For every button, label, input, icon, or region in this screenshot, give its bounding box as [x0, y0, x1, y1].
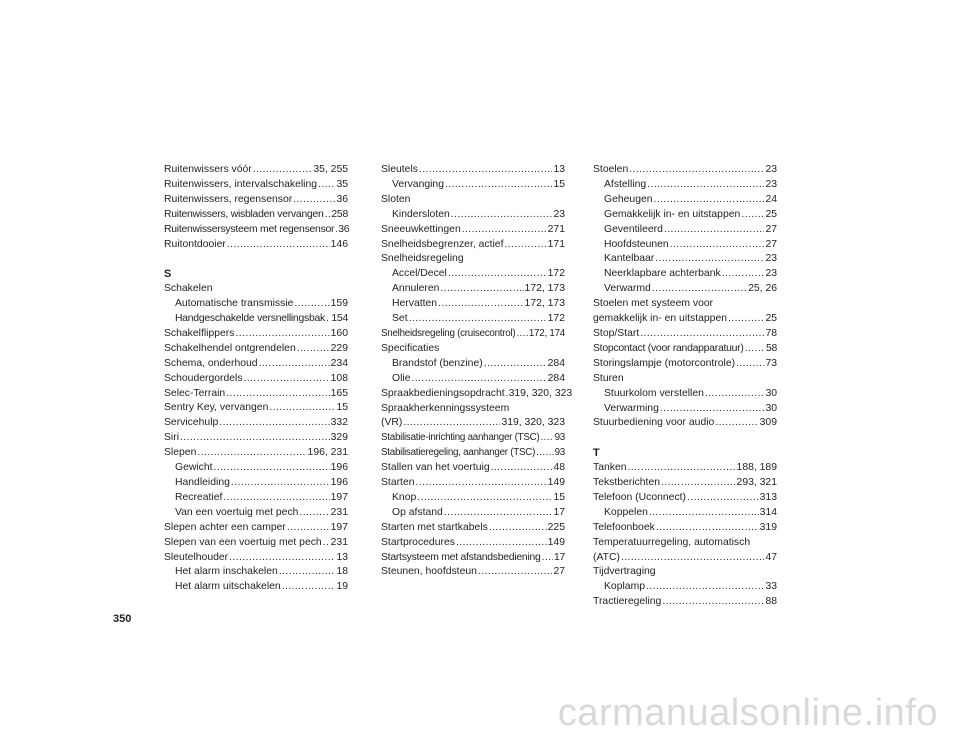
index-column-2 — [381, 163, 573, 580]
entry-term: Stallen van het voertuig — [381, 462, 490, 474]
index-subentry — [593, 506, 777, 521]
index-subentry — [381, 357, 565, 372]
index-entry — [593, 312, 777, 327]
entry-pages: 258 — [331, 208, 348, 220]
entry-term: Vervanging — [392, 178, 444, 190]
entry-term: Geheugen — [604, 193, 653, 205]
index-entry — [381, 431, 565, 446]
index-subentry — [593, 223, 777, 238]
entry-pages: 172, 173 — [524, 283, 565, 295]
index-entry — [164, 327, 348, 342]
entry-pages: 18 — [336, 566, 348, 578]
index-subentry — [381, 267, 565, 282]
index-heading: Specificaties — [381, 342, 440, 354]
index-subentry — [164, 476, 348, 491]
index-subentry — [164, 580, 348, 595]
section-letter-t: T — [593, 447, 600, 460]
entry-pages: 171 — [547, 238, 565, 250]
entry-term: Sentry Key, vervangen — [164, 402, 269, 414]
entry-term: Stuurkolom verstellen — [604, 387, 704, 399]
index-subentry — [593, 252, 777, 267]
entry-term: Het alarm inschakelen — [175, 566, 278, 578]
entry-term: Starten met startkabels — [381, 521, 488, 533]
entry-pages: 27 — [765, 223, 777, 235]
entry-term: Kindersloten — [392, 208, 450, 220]
entry-term: (VR) — [381, 417, 403, 429]
entry-term: Afstelling — [604, 178, 647, 190]
entry-term: Accel/Decel — [392, 268, 447, 280]
index-entry — [593, 521, 777, 536]
index-entry — [593, 491, 777, 506]
entry-pages: 319, 320, 323 — [508, 387, 573, 399]
entry-pages: 172 — [547, 313, 565, 325]
entry-term: Hoofdsteunen — [604, 238, 669, 250]
entry-term: Ruitenwissers vóór — [164, 164, 252, 175]
entry-term: Stopcontact (voor randapparatuur) — [593, 342, 744, 354]
entry-pages: 36 — [338, 223, 350, 235]
entry-term: Slepen — [164, 447, 197, 459]
entry-pages: 196 — [330, 477, 348, 489]
entry-term: Slepen achter een camper — [164, 521, 286, 533]
entry-term: Schoudergordels — [164, 372, 243, 384]
watermark: carmanualsonline.info — [557, 692, 938, 734]
entry-term: Selec-Terrain — [164, 387, 226, 399]
index-subentry — [381, 372, 565, 387]
index-subentry — [164, 461, 348, 476]
entry-pages: 33 — [765, 581, 777, 593]
entry-pages: 196 — [330, 462, 348, 474]
entry-term: Stoelen — [593, 164, 629, 175]
entry-pages: 24 — [765, 193, 777, 205]
index-entry — [164, 238, 348, 253]
entry-pages: 309 — [759, 417, 777, 429]
entry-term: Recreatief — [175, 491, 223, 503]
entry-pages: 25 — [765, 208, 777, 220]
index-subentry — [381, 297, 565, 312]
index-subentry — [381, 491, 565, 506]
section-letter-s: S — [164, 268, 172, 281]
entry-term: Het alarm uitschakelen — [175, 581, 281, 593]
index-entry — [593, 476, 777, 491]
entry-pages: 271 — [547, 223, 565, 235]
entry-pages: 88 — [765, 596, 777, 608]
entry-term: Neerklapbare achterbank — [604, 268, 721, 280]
entry-term: Hervatten — [392, 298, 438, 310]
entry-pages: 23 — [765, 268, 777, 280]
index-entry — [164, 357, 348, 372]
entry-pages: 172, 174 — [528, 327, 565, 339]
index-subentry — [381, 178, 565, 193]
index-subentry — [381, 312, 565, 327]
index-entry — [381, 551, 565, 566]
entry-term: Brandstof (benzine) — [392, 357, 483, 369]
index-heading: Sloten — [381, 193, 411, 205]
entry-term: Telefoon (Uconnect) — [593, 491, 686, 503]
entry-pages: 23 — [765, 178, 777, 190]
entry-term: Stabilisatieregeling, aanhanger (TSC) — [381, 447, 536, 459]
entry-pages: 319, 320, 323 — [501, 417, 565, 429]
index-entry — [164, 387, 348, 402]
entry-pages: 172, 173 — [524, 298, 565, 310]
entry-pages: 93 — [554, 447, 565, 459]
index-entry — [164, 342, 348, 357]
entry-pages: 93 — [554, 432, 565, 444]
index-subentry — [164, 297, 348, 312]
index-heading: Tijdvertraging — [593, 566, 656, 578]
entry-term: Koppelen — [604, 506, 648, 518]
entry-pages: 36 — [336, 193, 348, 205]
index-subentry — [164, 491, 348, 506]
entry-pages: 30 — [765, 387, 777, 399]
entry-term: Verwarming — [604, 402, 659, 414]
entry-pages: 197 — [330, 521, 348, 533]
entry-term: Startsysteem met afstandsbediening — [381, 551, 541, 563]
page-number: 350 — [113, 613, 132, 625]
index-subentry — [164, 506, 348, 521]
entry-term: Gewicht — [175, 462, 213, 474]
entry-term: Starten — [381, 477, 415, 489]
entry-pages: 165 — [330, 387, 348, 399]
index-subentry — [381, 208, 565, 223]
entry-pages: 188, 189 — [736, 462, 777, 474]
entry-term: Spraakbedieningsopdracht — [381, 387, 505, 399]
index-entry — [593, 163, 777, 178]
entry-term: Siri — [164, 432, 180, 444]
index-entry — [164, 193, 348, 208]
entry-pages: 19 — [336, 581, 348, 593]
entry-term: Slepen van een voertuig met pech — [164, 536, 322, 548]
index-entry — [164, 431, 348, 446]
index-entry — [381, 446, 565, 461]
entry-pages: 48 — [553, 462, 565, 474]
entry-pages: 13 — [336, 551, 348, 563]
entry-pages: 78 — [765, 327, 777, 339]
entry-pages: 25, 26 — [748, 283, 777, 295]
entry-pages: 154 — [331, 313, 348, 325]
index-subentry — [593, 282, 777, 297]
index-column-3 — [593, 163, 777, 610]
index-entry — [593, 357, 777, 372]
entry-term: Telefoonboek — [593, 521, 655, 533]
index-subentry — [593, 178, 777, 193]
entry-pages: 231 — [330, 536, 348, 548]
entry-pages: 73 — [765, 357, 777, 369]
entry-pages: 329 — [330, 432, 348, 444]
entry-term: (ATC) — [593, 551, 620, 563]
entry-pages: 197 — [330, 491, 348, 503]
index-subentry — [164, 565, 348, 580]
entry-pages: 160 — [330, 327, 348, 339]
index-subentry — [593, 402, 777, 417]
index-heading: Snelheidsregeling — [381, 253, 464, 265]
index-entry — [164, 223, 348, 238]
index-entry — [381, 387, 573, 402]
entry-pages: 27 — [553, 566, 565, 578]
entry-term: Ruitenwissersysteem met regensensor — [164, 223, 335, 235]
index-entry — [164, 551, 348, 566]
entry-term: Ruitenwissers, wisbladen vervangen — [164, 208, 324, 220]
entry-term: Sneeuwkettingen — [381, 223, 461, 235]
entry-pages: 231 — [330, 506, 348, 518]
entry-term: Set — [392, 313, 408, 325]
entry-term: Op afstand — [392, 506, 443, 518]
index-heading: Sturen — [593, 372, 624, 384]
entry-term: Snelheidsregeling (cruisecontrol) — [381, 327, 516, 339]
entry-pages: 172 — [547, 268, 565, 280]
entry-term: Ruitenwissers, intervalschakeling — [164, 178, 318, 190]
entry-pages: 25 — [765, 313, 777, 325]
entry-term: Handleiding — [175, 477, 230, 489]
entry-term: Geventileerd — [604, 223, 663, 235]
entry-pages: 15 — [553, 178, 565, 190]
entry-term: Kantelbaar — [604, 253, 655, 265]
entry-term: Gemakkelijk in- en uitstappen — [604, 208, 741, 220]
entry-term: Schakelhendel ontgrendelen — [164, 342, 296, 354]
entry-term: Snelheidsbegrenzer, actief — [381, 238, 504, 250]
entry-pages: 313 — [759, 491, 777, 503]
index-subentry — [381, 282, 565, 297]
entry-term: Storingslampje (motorcontrole) — [593, 357, 736, 369]
entry-term: Sleutels — [381, 164, 418, 175]
index-entry — [164, 208, 348, 223]
index-entry — [593, 342, 777, 357]
entry-term: Tanken — [593, 462, 627, 474]
index-entry — [381, 461, 565, 476]
index-entry — [381, 327, 565, 342]
entry-term: Stop/Start — [593, 327, 640, 339]
index-entry — [593, 551, 777, 566]
entry-term: Automatische transmissie — [175, 298, 294, 310]
index-subentry — [593, 267, 777, 282]
index-entry — [164, 372, 348, 387]
entry-pages: 17 — [553, 551, 565, 563]
entry-pages: 332 — [330, 417, 348, 429]
index-entry — [381, 163, 565, 178]
index-subentry — [593, 208, 777, 223]
entry-pages: 35 — [336, 178, 348, 190]
entry-pages: 319 — [759, 521, 777, 533]
index-entry — [593, 461, 777, 476]
entry-pages: 15 — [336, 402, 348, 414]
entry-term: Schema, onderhoud — [164, 357, 258, 369]
index-subentry — [593, 193, 777, 208]
entry-term: Knop — [392, 491, 417, 503]
index-entry — [593, 327, 777, 342]
index-entry — [381, 536, 565, 551]
index-entry — [381, 476, 565, 491]
entry-pages: 23 — [553, 208, 565, 220]
entry-pages: 27 — [765, 238, 777, 250]
entry-term: gemakkelijk in- en uitstappen — [593, 313, 727, 325]
index-entry — [164, 401, 348, 416]
entry-pages: 30 — [765, 402, 777, 414]
entry-pages: 159 — [330, 298, 348, 310]
entry-pages: 15 — [553, 491, 565, 503]
entry-term: Van een voertuig met pech — [175, 506, 299, 518]
entry-term: Sleutelhouder — [164, 551, 229, 563]
entry-term: Koplamp — [604, 581, 646, 593]
entry-term: Handgeschakelde versnellingsbak — [175, 313, 325, 325]
entry-pages: 47 — [765, 551, 777, 563]
entry-pages: 58 — [765, 342, 777, 354]
entry-term: Olie — [392, 372, 411, 384]
entry-term: Ruitenwissers, regensensor — [164, 193, 293, 205]
index-subentry — [164, 312, 348, 327]
index-entry — [381, 416, 565, 431]
index-subentry — [593, 238, 777, 253]
entry-term: Annuleren — [392, 283, 440, 295]
index-entry — [164, 536, 348, 551]
index-entry — [381, 521, 565, 536]
entry-pages: 149 — [547, 477, 565, 489]
entry-pages: 234 — [330, 357, 348, 369]
entry-pages: 314 — [759, 506, 777, 518]
entry-pages: 108 — [330, 372, 348, 384]
entry-term: Stuurbediening voor audio — [593, 417, 715, 429]
entry-pages: 149 — [547, 536, 565, 548]
index-entry — [381, 565, 565, 580]
entry-term: Servicehulp — [164, 417, 219, 429]
entry-term: Startprocedures — [381, 536, 455, 548]
entry-pages: 35, 255 — [313, 164, 348, 175]
index-column-1 — [164, 163, 348, 595]
index-subentry — [593, 580, 777, 595]
index-subentry — [381, 506, 565, 521]
entry-pages: 229 — [330, 342, 348, 354]
index-subentry — [593, 387, 777, 402]
index-entry — [164, 521, 348, 536]
index-heading: Schakelen — [164, 283, 213, 295]
entry-term: Verwarmd — [604, 283, 651, 295]
entry-pages: 23 — [765, 253, 777, 265]
index-entry — [381, 223, 565, 238]
index-entry — [593, 595, 777, 610]
index-entry — [381, 238, 565, 253]
index-entry — [164, 416, 348, 431]
entry-pages: 284 — [547, 372, 565, 384]
entry-term: Tekstberichten — [593, 477, 660, 489]
entry-term: Ruitontdooier — [164, 238, 226, 250]
entry-term: Steunen, hoofdsteun — [381, 566, 477, 578]
entry-term: Stabilisatie-inrichting aanhanger (TSC) — [381, 432, 540, 444]
entry-pages: 225 — [547, 521, 565, 533]
entry-pages: 284 — [547, 357, 565, 369]
entry-pages: 293, 321 — [736, 477, 777, 489]
entry-pages: 196, 231 — [307, 447, 348, 459]
index-entry — [164, 178, 348, 193]
entry-pages: 23 — [765, 164, 777, 175]
index-heading: Temperatuurregeling, automatisch — [593, 536, 751, 548]
entry-term: Tractieregeling — [593, 596, 662, 608]
entry-pages: 17 — [553, 506, 565, 518]
index-entry — [164, 446, 348, 461]
index-entry — [164, 163, 348, 178]
entry-pages: 146 — [330, 238, 348, 250]
entry-pages: 13 — [553, 164, 565, 175]
index-entry — [593, 416, 777, 431]
entry-term: Schakelflippers — [164, 327, 235, 339]
index-heading: Spraakherkenningssysteem — [381, 402, 510, 414]
index-heading: Stoelen met systeem voor — [593, 298, 714, 310]
